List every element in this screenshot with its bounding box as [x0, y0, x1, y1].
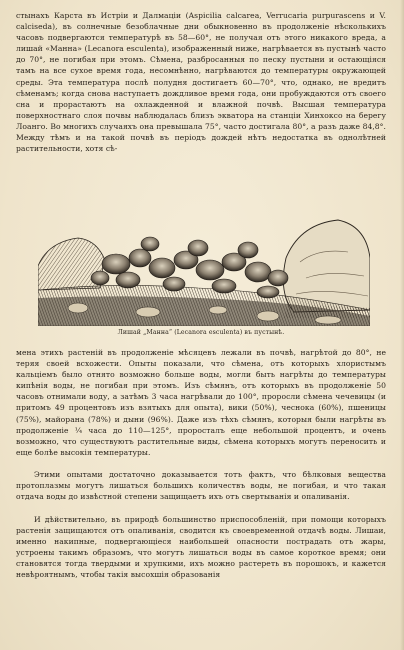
figure-caption: Лишай „Манна“ (Lecanora esculenta) въ пустынѣ. [117, 329, 285, 336]
paragraph-top: стынахъ Карста въ Истріи и Далмаціи (Aspicilia calcarea, Verrucaria purpurascens и V. calciseda), въ солнечные безоблачные дни обыкновенно въ продолженіе нѣсколькихъ часовъ подвергаются температурѣ въ 58—60°, не получая отъ этого никакого вреда, а лишай «Манна» (Lecanora esculenta), изображенный ниже, нагрѣвается въ пустынѣ часто до 70°, не погибая при этомъ. Сѣмена, разбросанныя по песку пустыни и остающіяся тамъ на все сухое время года, несомнѣнно, нагрѣваются до температуры окружающей среды. Эта температура послѣ полудня достигаетъ 60—70°, что, однако, не вредитъ сѣменамъ; когда снова наступаетъ дождливое время года, они пробуждаются отъ своего сна и прорастаютъ на охлажденной и влажной почвѣ. Высшая температура поверхностнаго слоя почвы наблюдалась близъ экватора на станціи Хинхоксо на берегу Лоанго. Во многихъ случаяхъ она превышала 75°, часто достигала 80°, а разъ даже 84,8°. Между тѣмъ и на такой почвѣ въ періодъ дождей нѣтъ недостатка въ однолѣтней растительности, хотя сѣ- [16, 11, 386, 154]
paragraph-experiments: мена этихъ растеній въ продолженіе мѣсяцевъ лежали въ почвѣ, нагрѣтой до 80°, не теряя своей всхожести. Опыты показали, что сѣмена, отъ которыхъ хлористымъ кальціемъ было отнято возможно больше воды, могли быть нагрѣты до температуры кипѣнія воды, не погибая при этомъ. Изъ сѣмянъ, отъ которыхъ въ продолженіе 50 часовъ отнимали воду, а затѣмъ 3 часа нагрѣвали до 100°, проросли сѣмена чечевицы (и притомъ 49 процентовъ изъ взятыхъ для опыта), вики (50%), чеснока (60%), пшеницы (75%), майорана (78%) и дыни (96%). Даже изъ тѣхъ сѣмянъ, которыя были нагрѣты въ продолженіе ¼ часа до 110—125°, проросталъ еще небольшой процентъ, и очень возможно, что существуютъ растительные виды, сѣмена которыхъ могутъ переносить и еще болѣе высокія температуры. [16, 348, 386, 457]
lichen-illustration [38, 218, 370, 326]
paragraph-conclusion: Этими опытами достаточно доказывается тотъ фактъ, что бѣлковыя вещества протоплазмы могутъ лишаться большихъ количествъ воды, не погибая, и что такая отдача воды до извѣстной степени защищаетъ ихъ отъ свертыванія и опаливанія. [16, 470, 386, 502]
page-edge-shadow [400, 0, 404, 650]
paragraph-adaptations: И дѣйствительно, въ природѣ большинство приспособленій, при помощи которыхъ растенія защищаются отъ опаливанія, сводится къ своевременной отдачѣ воды. Лишаи, именно накипные, подвергающіеся наибольшей опасности пострадать отъ жары, устроены такимъ образомъ, что могутъ лишаться воды въ самое короткое время; они становятся тогда твердыми и хрупкими, ихъ можно растереть въ порошокъ, и кажется невѣроятнымъ, чтобы такія высохшія образованія [16, 515, 386, 580]
